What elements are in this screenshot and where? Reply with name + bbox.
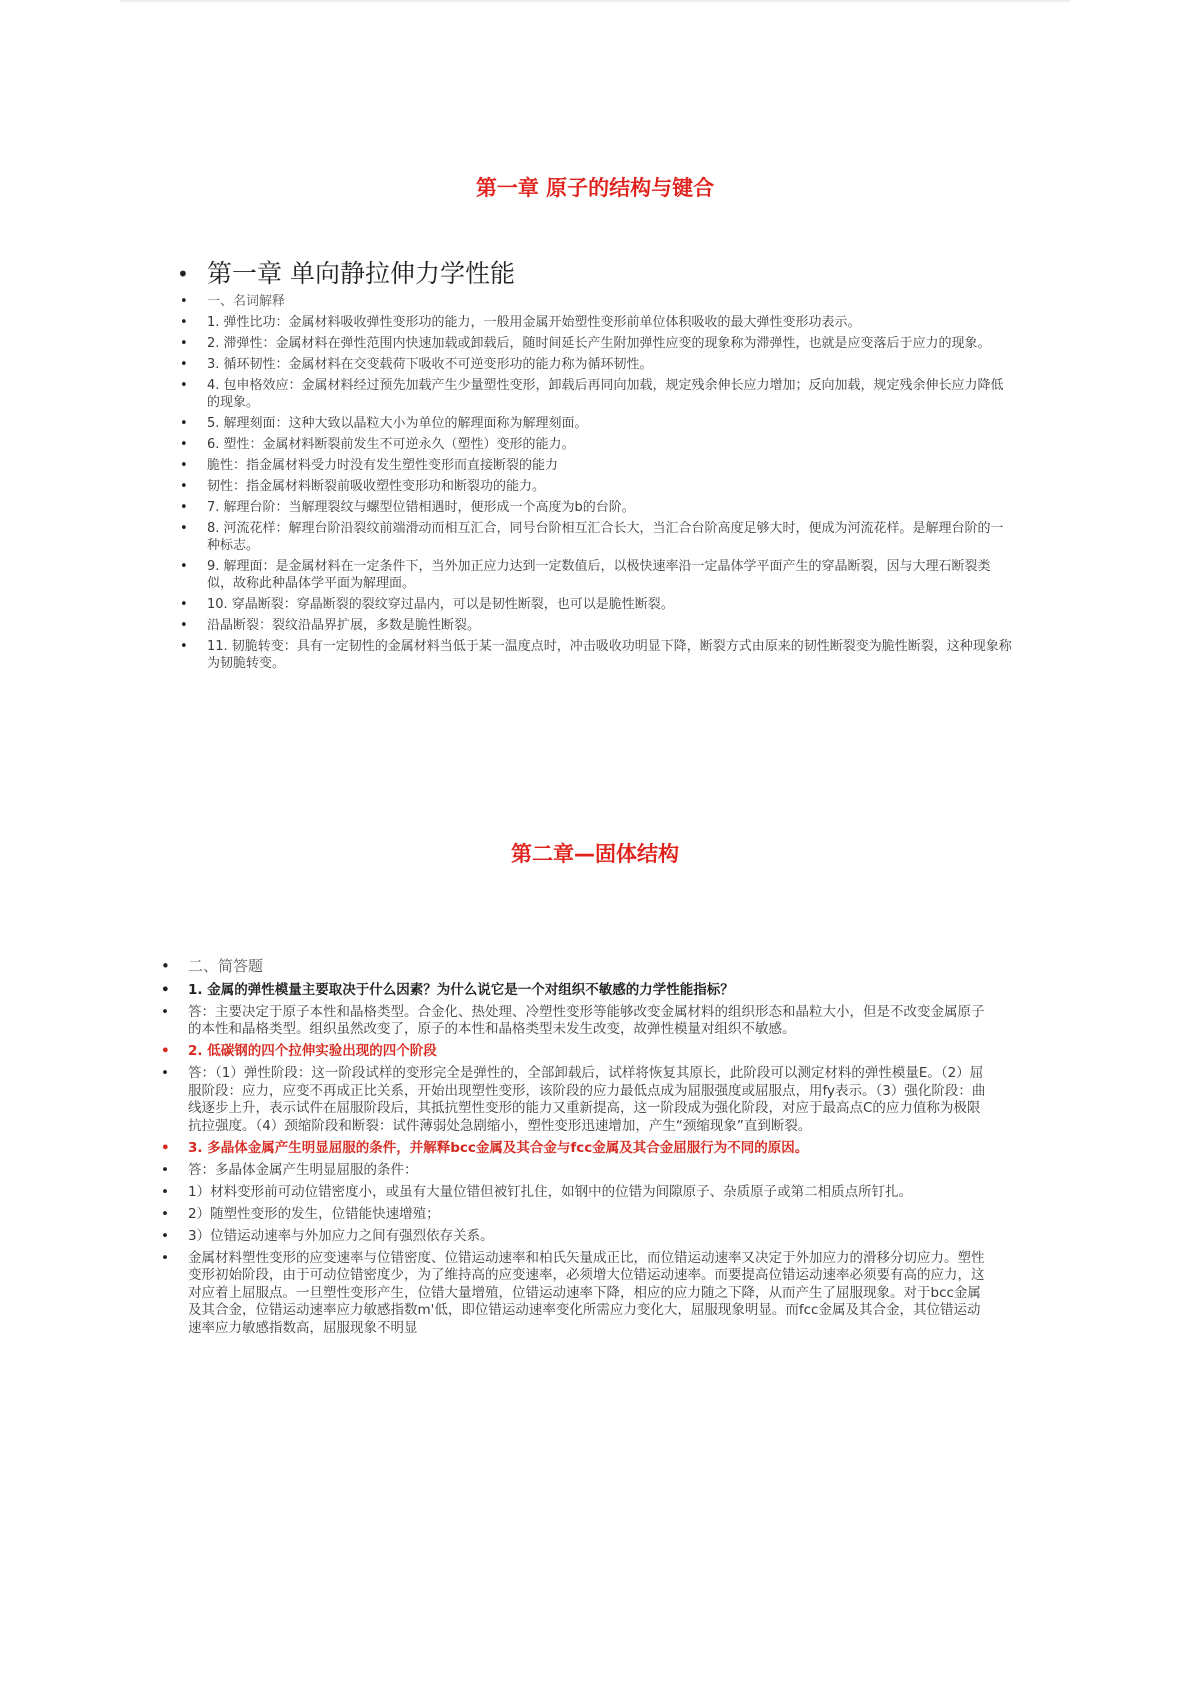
list-item: • 4. 包申格效应：金属材料经过预先加载产生少量塑性变形，卸载后再同向加载，规定残余伸长应力增加；反向加载，规定残余伸长应力降低的现象。 — [207, 377, 1012, 411]
subheading: • 二、简答题 — [188, 958, 993, 976]
list-item: • 6. 塑性：金属材料断裂前发生不可逆永久（塑性）变形的能力。 — [207, 436, 1012, 453]
list-item: • 10. 穿晶断裂：穿晶断裂的裂纹穿过晶内，可以是韧性断裂，也可以是脆性断裂。 — [207, 596, 1012, 613]
answer-2: • 答：（1）弹性阶段：这一阶段试样的变形完全是弹性的，全部卸载后，试样将恢复其原长，此阶段可以测定材料的弹性模量E。（2）屈服阶段：应力，应变不再成正比关系，开始出现塑性变形，该阶段的应力最低点成为屈服强度或屈服点，用fy表示。（3）强化阶段：曲线逐步上升，表示试件在屈服阶段后，其抵抗塑性变形的能力又重新提高，这一阶段成为强化阶段，对应于最高点C的应力值称为极限抗拉强度。（4）颈缩阶段和断裂：试件薄弱处急剧缩小，塑性变形迅速增加，产生“颈缩现象”直到断裂。 — [188, 1065, 993, 1135]
question-2: • 2. 低碳钢的四个拉伸实验出现的四个阶段 — [188, 1043, 993, 1061]
list-item: • 8. 河流花样：解理台阶沿裂纹前端滑动而相互汇合，同号台阶相互汇合长大，当汇合台阶高度足够大时，便成为河流花样。是解理台阶的一种标志。 — [207, 520, 1012, 554]
list-item: • 7. 解理台阶：当解理裂纹与螺型位错相遇时，便形成一个高度为b的台阶。 — [207, 499, 1012, 516]
answer-3-explanation: • 金属材料塑性变形的应变速率与位错密度、位错运动速率和柏氏矢量成正比，而位错运动速率又决定于外加应力的滑移分切应力。塑性变形初始阶段，由于可动位错密度少，为了维持高的应变速率，必须增大位错运动速率。而要提高位错运动速率必须要有高的应力，这对应着上屈服点。一旦塑性变形产生，位错大量增殖，位错运动速率下降，相应的应力随之下降，从而产生了屈服现象。对于bcc金属及其合金，位错运动速率应力敏感指数m'低，即位错运动速率变化所需应力变化大，屈服现象明显。而fcc金属及其合金，其位错运动速率应力敏感指数高，屈服现象不明显 — [188, 1250, 993, 1338]
chapter-title-2: 第二章—固体结构 — [511, 842, 679, 866]
list-item: • 沿晶断裂：裂纹沿晶界扩展，多数是脆性断裂。 — [207, 617, 1012, 634]
list-item: • 3. 循环韧性：金属材料在交变载荷下吸收不可逆变形功的能力称为循环韧性。 — [207, 356, 1012, 373]
list-item: • 韧性：指金属材料断裂前吸收塑性变形功和断裂功的能力。 — [207, 478, 1012, 495]
page-edge — [120, 0, 1070, 2]
answer-1: • 答：主要决定于原子本性和晶格类型。合金化、热处理、冷塑性变形等能够改变金属材料的组织形态和晶粒大小，但是不改变金属原子的本性和晶格类型。组织虽然改变了，原子的本性和晶格类型未发生改变，故弹性模量对组织不敏感。 — [188, 1004, 993, 1039]
question-1: • 1. 金属的弹性模量主要取决于什么因素？为什么说它是一个对组织不敏感的力学性能指标？ — [188, 982, 993, 1000]
question-3: • 3. 多晶体金属产生明显屈服的条件，并解释bcc金属及其合金与fcc金属及其合金屈服行为不同的原因。 — [188, 1140, 993, 1158]
list-item: • 脆性：指金属材料受力时没有发生塑性变形而直接断裂的能力 — [207, 457, 1012, 474]
answer-3-point-1: • 1）材料变形前可动位错密度小，或虽有大量位错但被钉扎住，如钢中的位错为间隙原子、杂质原子或第二相质点所钉扎。 — [188, 1184, 993, 1202]
list-item: • 11. 韧脆转变：具有一定韧性的金属材料当低于某一温度点时，冲击吸收功明显下降，断裂方式由原来的韧性断裂变为脆性断裂，这种现象称为韧脆转变。 — [207, 638, 1012, 672]
list-item: • 5. 解理刻面：这种大致以晶粒大小为单位的解理面称为解理刻面。 — [207, 415, 1012, 432]
section-chapter-1 — [207, 257, 1012, 676]
list-item: • 9. 解理面：是金属材料在一定条件下，当外加正应力达到一定数值后，以极快速率沿一定晶体学平面产生的穿晶断裂，因与大理石断裂类似，故称此种晶体学平面为解理面。 — [207, 558, 1012, 592]
list-item: • 2. 滞弹性：金属材料在弹性范围内快速加载或卸载后，随时间延长产生附加弹性应变的现象称为滞弹性，也就是应变落后于应力的现象。 — [207, 335, 1012, 352]
subheading: • 一、名词解释 — [207, 293, 1012, 310]
answer-3-point-2: • 2）随塑性变形的发生，位错能快速增殖； — [188, 1206, 993, 1224]
chapter-title-1: 第一章 原子的结构与键合 — [475, 176, 715, 200]
answer-3-intro: • 答：多晶体金属产生明显屈服的条件： — [188, 1162, 993, 1180]
section-chapter-2 — [188, 958, 993, 1342]
answer-3-point-3: • 3）位错运动速率与外加应力之间有强烈依存关系。 — [188, 1228, 993, 1246]
section-heading: • 第一章 单向静拉伸力学性能 — [207, 257, 1012, 291]
list-item: • 1. 弹性比功：金属材料吸收弹性变形功的能力，一般用金属开始塑性变形前单位体积吸收的最大弹性变形功表示。 — [207, 314, 1012, 331]
